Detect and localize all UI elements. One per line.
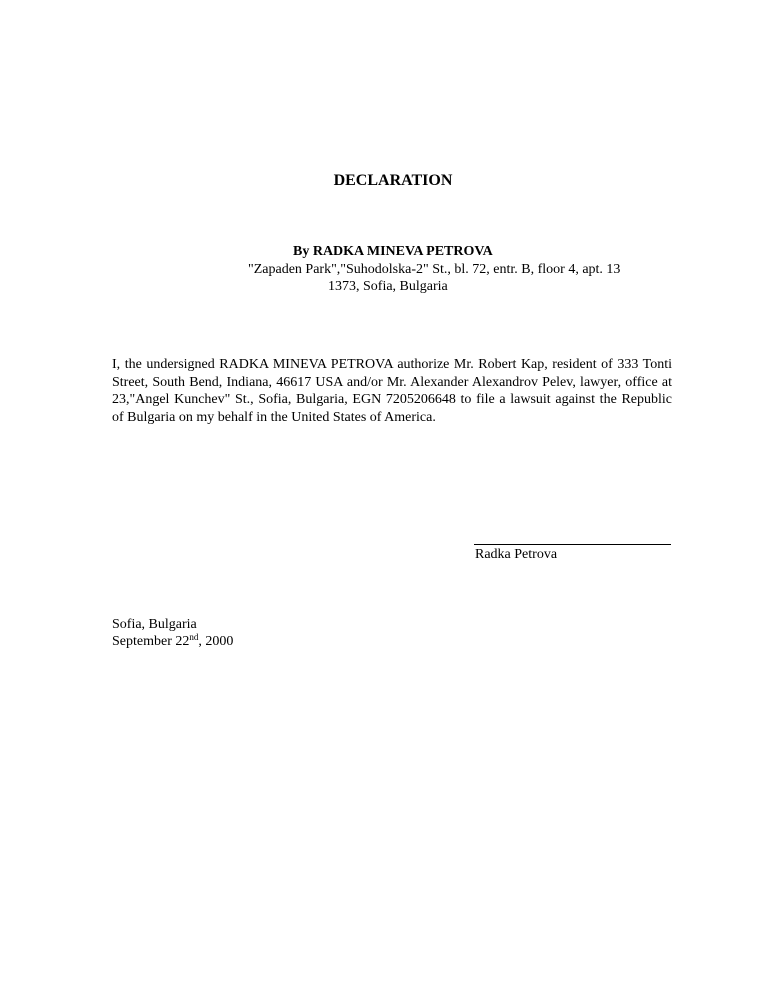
declarant-line: By RADKA MINEVA PETROVA [293, 244, 493, 259]
date-ordinal-suffix: nd [189, 632, 199, 642]
signature-line [474, 544, 671, 545]
date-prefix: September 22 [112, 634, 190, 649]
place-of-signing: Sofia, Bulgaria [112, 617, 197, 632]
signature-name: Radka Petrova [475, 547, 558, 562]
address-line-1: "Zapaden Park","Suhodolska-2" St., bl. 72, entr. B, floor 4, apt. 13 [248, 262, 621, 277]
address-line-2: 1373, Sofia, Bulgaria [328, 279, 448, 294]
document-title: DECLARATION [333, 172, 453, 189]
date-of-signing [112, 634, 233, 650]
date-rest: , 2000 [198, 634, 234, 649]
declaration-body: I, the undersigned RADKA MINEVA PETROVA authorize Mr. Robert Kap, resident of 333 Tonti Street, South Bend, Indiana, 46617 USA and/or Mr. Alexander Alexandrov Pelev, lawyer, office at 23,"Angel Kunchev" St., Sofia, Bulgaria, EGN 7205206648 to file a lawsuit against the Republic of Bulgaria on my behalf in the United States of America. [112, 357, 672, 425]
